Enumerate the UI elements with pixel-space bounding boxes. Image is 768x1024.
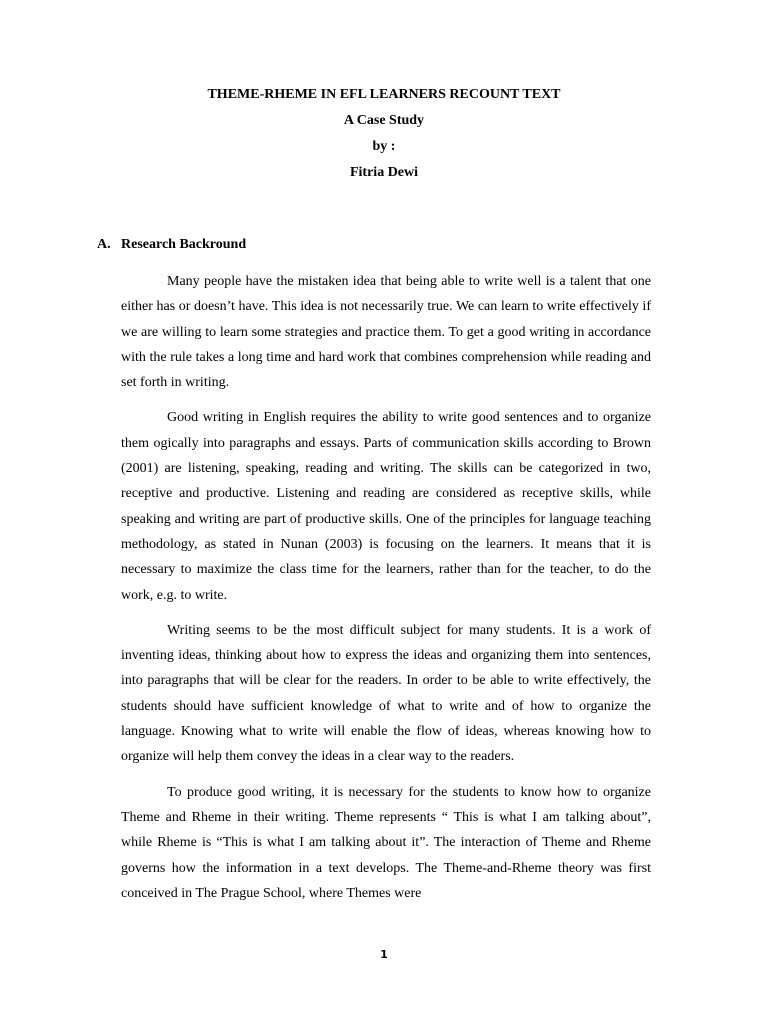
body-text bbox=[121, 269, 651, 916]
section-number: A. bbox=[97, 237, 111, 252]
document-subtitle: A Case Study bbox=[343, 113, 425, 128]
byline-label: by : bbox=[372, 139, 396, 154]
document-title: THEME-RHEME IN EFL LEARNERS RECOUNT TEXT bbox=[207, 87, 561, 102]
paragraph: To produce good writing, it is necessary for the students to know how to organize Theme and Rheme in their writing. Theme represents “ This is what I am talking about”, while Rheme is “This is what I am talking about it”. The interaction of Theme and Rheme governs how the information in a text develops. The Theme-and-Rheme theory was first conceived in The Prague School, where Themes were bbox=[121, 784, 651, 901]
paragraph: Good writing in English requires the ability to write good sentences and to organize them ogically into paragraphs and essays. Parts of communication skills according to Brown (2001) are listening, speaking, reading and writing. The skills can be categorized in two, receptive and productive. Listening and reading are considered as receptive skills, while speaking and writing are part of productive skills. One of the principles for language teaching methodology, as stated in Nunan (2003) is focusing on the learners. It means that it is necessary to maximize the class time for the learners, rather than for the teacher, to do the work, e.g. to write. bbox=[121, 410, 651, 603]
section-title: Research Backround bbox=[121, 237, 247, 252]
page-number: 1 bbox=[380, 948, 388, 961]
author-name: Fitria Dewi bbox=[349, 165, 419, 180]
paragraph: Writing seems to be the most difficult subject for many students. It is a work of inventing ideas, thinking about how to express the ideas and organizing them into sentences, into paragraphs that will be clear for the readers. In order to be able to write effectively, the students should have sufficient knowledge of what to write and of how to organize the language. Knowing what to write will enable the flow of ideas, whereas knowing how to organize will help them convey the ideas in a clear way to the readers. bbox=[121, 622, 651, 765]
section-heading bbox=[97, 237, 246, 253]
title-block bbox=[0, 86, 768, 190]
paragraph: Many people have the mistaken idea that being able to write well is a talent that one either has or doesn’t have. This idea is not necessarily true. We can learn to write effectively if we are willing to learn some strategies and practice them. To get a good writing in accordance with the rule takes a long time and hard work that combines comprehension while reading and set forth in writing. bbox=[121, 274, 651, 391]
